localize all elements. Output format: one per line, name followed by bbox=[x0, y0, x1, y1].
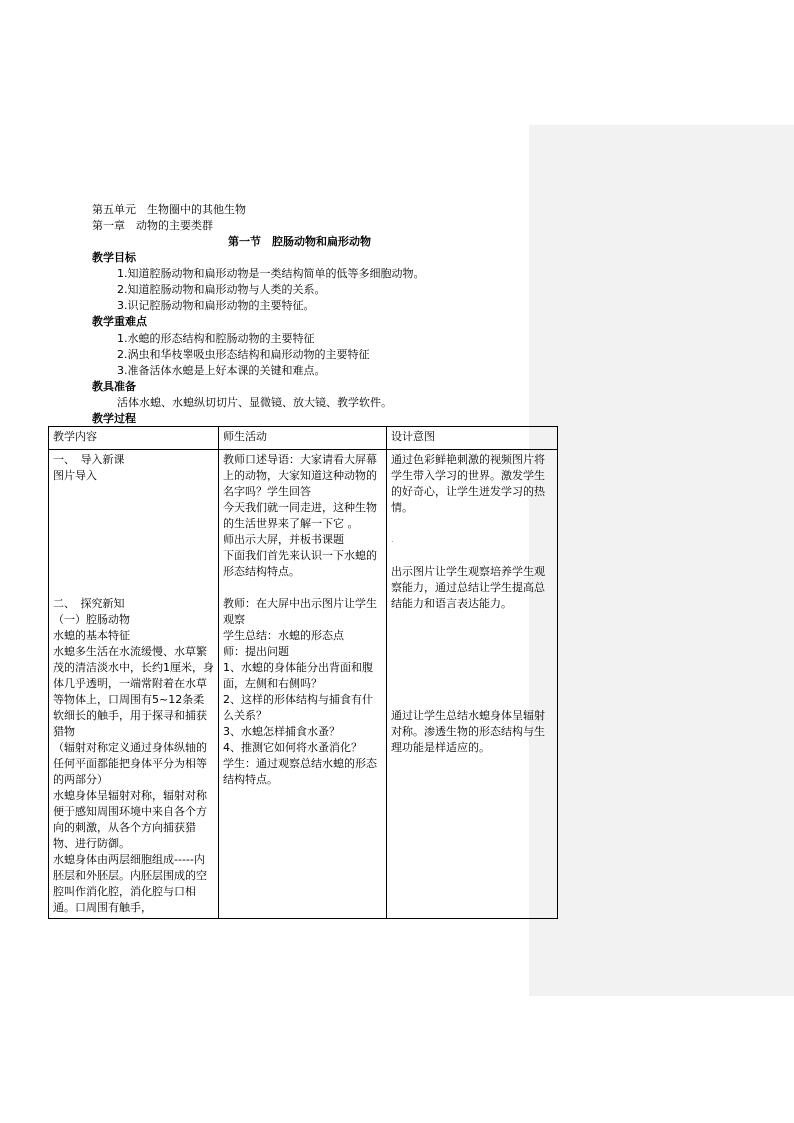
materials-heading: 教具准备 bbox=[92, 380, 136, 393]
intro-method: 图片导入 bbox=[53, 469, 97, 482]
column-header: 师生活动 bbox=[219, 427, 387, 450]
keypoint-item: 2.涡虫和华枝睾吸虫形态结构和扁形动物的主要特征 bbox=[117, 348, 370, 361]
paragraph: 水螅多生活在水流缓慢、水草繁茂的清洁淡水中，长约1厘米，身体几乎透明，一端常附着在水草等物体上，口周围有5~12条柔软细长的触手，用于探寻和捕获猎物 bbox=[53, 645, 214, 738]
paragraph: 教师口述导语：大家请看大屏幕上的动物，大家知道这种动物的名字吗？学生回答 bbox=[223, 453, 377, 498]
paragraph: 出示图片让学生观察培养学生观察能力，通过总结让学生提高总结能力和语言表达能力。 bbox=[391, 565, 545, 610]
explore-heading: 二、 探究新知 bbox=[53, 597, 125, 610]
chapter-title: 第一章 动物的主要类群 bbox=[92, 219, 213, 232]
paragraph: 师出示大屏，并板书课题 bbox=[223, 533, 344, 546]
paragraph: 学生总结：水螅的形态点 bbox=[223, 629, 344, 642]
column-header: 教学内容 bbox=[49, 427, 219, 450]
question-item: 4、推测它如何将水蚤消化？ bbox=[223, 741, 362, 754]
feature-heading: 水螅的基本特征 bbox=[53, 629, 130, 642]
question-item: 1、水螅的身体能分出背面和腹面，左侧和右侧吗？ bbox=[223, 661, 373, 690]
section-title: 第一节 腔肠动物和扁形动物 bbox=[228, 235, 371, 248]
paragraph: 通过让学生总结水螅身体呈辐射对称。渗透生物的形态结构与生理功能是样适应的。 bbox=[391, 709, 545, 754]
goal-item: 2.知道腔肠动物和扁形动物与人类的关系。 bbox=[117, 283, 326, 296]
keypoint-item: 3.准备活体水螅是上好本课的关键和难点。 bbox=[117, 364, 326, 377]
question-item: 3、水螅怎样捕食水蚤？ bbox=[223, 725, 340, 738]
intro-heading: 一、 导入新课 bbox=[53, 453, 125, 466]
goal-item: 3.识记腔肠动物和扁形动物的主要特征。 bbox=[117, 299, 315, 312]
stray-mark: . bbox=[391, 535, 394, 544]
column-header: 设计意图 bbox=[387, 427, 558, 450]
paragraph: 今天我们就一同走进，这种生物的生活世界来了解一下它 。 bbox=[223, 501, 377, 530]
intent-cell bbox=[387, 450, 558, 919]
table-header-row bbox=[49, 427, 558, 450]
paragraph: 水螅身体呈辐射对称，辐射对称便于感知周围环境中来自各个方向的刺激，从各个方向捕获猎物、进行防御。 bbox=[53, 789, 207, 850]
activity-cell bbox=[219, 450, 387, 919]
unit-title: 第五单元 生物圈中的其他生物 bbox=[92, 203, 246, 216]
comment-margin-pane bbox=[529, 125, 794, 996]
paragraph: 师：提出问题 bbox=[223, 645, 289, 658]
goal-item: 1.知道腔肠动物和扁形动物是一类结构简单的低等多细胞动物。 bbox=[117, 267, 425, 280]
paragraph: 教师：在大屏中出示图片让学生观察 bbox=[223, 597, 377, 626]
paragraph: 下面我们首先来认识一下水螅的形态结构特点。 bbox=[223, 549, 377, 578]
paragraph: 学生：通过观察总结水螅的形态结构特点。 bbox=[223, 757, 377, 786]
goals-heading: 教学目标 bbox=[92, 251, 136, 264]
paragraph: 水螅身体由两层细胞组成-----内胚层和外胚层。内胚层围成的空腔叫作消化腔，消化腔与口相通。口周围有触手， bbox=[53, 853, 207, 914]
keypoints-heading: 教学重难点 bbox=[92, 315, 147, 328]
question-item: 2、这样的形体结构与捕食有什么关系？ bbox=[223, 693, 373, 722]
paragraph: （辐射对称定义通过身体纵轴的任何平面都能把身体平分为相等的两部分） bbox=[53, 741, 207, 786]
table-row bbox=[49, 450, 558, 919]
lesson-process-table bbox=[48, 426, 558, 919]
keypoint-item: 1.水螅的形态结构和腔肠动物的主要特征 bbox=[117, 332, 315, 345]
paragraph: 通过色彩鲜艳刺激的视频图片将学生带入学习的世界。激发学生的好奇心，让学生迸发学习的热情。 bbox=[391, 453, 545, 514]
materials-text: 活体水螅、水螅纵切切片、显微镜、放大镜、教学软件。 bbox=[117, 396, 392, 409]
subsection-heading: （一）腔肠动物 bbox=[53, 613, 130, 626]
content-cell bbox=[49, 450, 219, 919]
process-heading: 教学过程 bbox=[92, 412, 136, 425]
